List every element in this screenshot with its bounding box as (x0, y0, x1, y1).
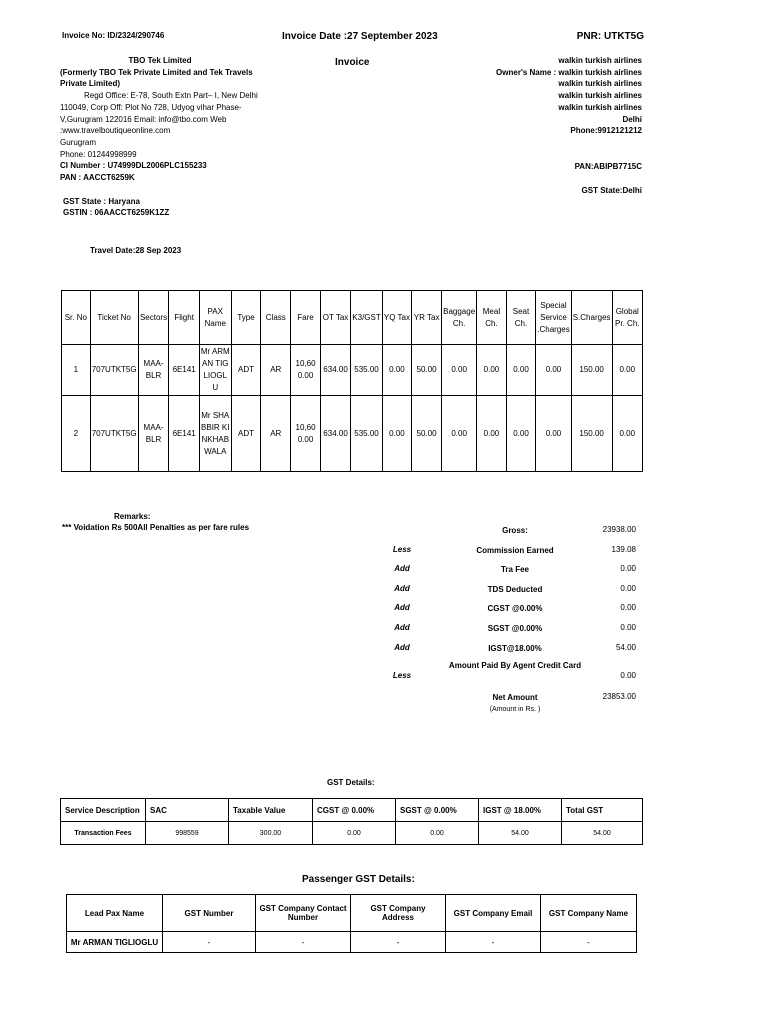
summary-note-row (390, 706, 640, 718)
pgst-col: GST Number (163, 895, 256, 932)
summary-label: CGST @0.00% (487, 604, 543, 614)
customer-block (382, 55, 642, 196)
col-meal: Meal Ch. (477, 291, 507, 345)
cell: 0.00 (442, 345, 477, 396)
col-yr-tax: YR Tax (412, 291, 442, 345)
summary-row (390, 564, 640, 584)
col-global-pr: Global Pr. Ch. (612, 291, 642, 345)
summary-op: Add (394, 603, 410, 613)
cell: ADT (231, 396, 261, 472)
invoice-header (62, 31, 644, 45)
summary-op: Add (394, 583, 410, 593)
cell: 0.00 (396, 822, 479, 845)
cell: 10,600.00 (291, 396, 321, 472)
company-city: Gurugram (60, 137, 97, 147)
summary-row (390, 623, 640, 643)
passenger-gst-header-row (67, 895, 637, 932)
cell: 6E141 (169, 396, 199, 472)
col-s-charges: S.Charges (571, 291, 612, 345)
cell: 0.00 (313, 822, 396, 845)
customer-city: Delhi (622, 114, 642, 124)
pgst-col: GST Company Contact Number (256, 895, 351, 932)
gst-col: Taxable Value (229, 799, 313, 822)
table-row (61, 822, 643, 845)
cell: 0.00 (612, 345, 642, 396)
cell: 0.00 (382, 396, 411, 472)
company-address: Regd Office: E-78, South Extn Part– I, New Delhi 110049, Corp Off: Plot No 728, Udyog vihar Phase-V,Gurugram 122016 Email: info@tbo.com Web :www.travelboutiqueonline.com (60, 91, 258, 136)
col-seat: Seat Ch. (506, 291, 536, 345)
summary-label: Net Amount (492, 693, 538, 703)
col-yq-tax: YQ Tax (382, 291, 411, 345)
cell: AR (261, 345, 291, 396)
summary-value: 0.00 (620, 564, 636, 574)
gst-col: Total GST (562, 799, 643, 822)
cell: 634.00 (320, 345, 351, 396)
cell: 50.00 (412, 396, 442, 472)
summary-row (390, 545, 640, 565)
summary-value: 0.00 (620, 603, 636, 613)
customer-line-3: walkin turkish airlines (558, 79, 642, 89)
pgst-col: GST Company Address (351, 895, 446, 932)
summary-label: Amount Paid By Agent Credit Card (448, 661, 582, 671)
passenger-gst-table (66, 894, 637, 953)
gst-col: Service Description (61, 799, 146, 822)
cell: 0.00 (477, 345, 507, 396)
table-row (62, 345, 643, 396)
cell: 54.00 (479, 822, 562, 845)
company-name: TBO Tek Limited (128, 56, 192, 65)
cell: 707UTKT5G (90, 396, 138, 472)
summary-row (390, 692, 640, 706)
travel-date: Travel Date:28 Sep 2023 (90, 246, 182, 255)
cell: 0.00 (382, 345, 411, 396)
col-k3-gst: K3/GST (351, 291, 382, 345)
customer-line-4: walkin turkish airlines (558, 91, 642, 101)
summary-label: Tra Fee (500, 565, 529, 575)
company-ci-number: CI Number : U74999DL2006PLC155233 (60, 161, 207, 171)
summary-op: Less (392, 671, 412, 681)
summary-row (390, 525, 640, 545)
gst-col: IGST @ 18.00% (479, 799, 562, 822)
summary-label: Commission Earned (476, 545, 554, 555)
table-row (62, 396, 643, 472)
summary-value: 0.00 (620, 671, 636, 681)
gst-col: CGST @ 0.00% (313, 799, 396, 822)
remarks-text: *** Voidation Rs 500All Penalties as per fare rules (62, 523, 250, 532)
cell: 300.00 (229, 822, 313, 845)
cell: - (351, 932, 446, 953)
summary-op: Add (394, 564, 410, 574)
col-ticket-no: Ticket No (90, 291, 138, 345)
summary-value: 54.00 (615, 642, 636, 652)
cell: 535.00 (351, 345, 382, 396)
summary-value: 0.00 (620, 583, 636, 593)
summary-value: 139.08 (611, 544, 636, 554)
cell: Mr SHABBIR KINKHABWALA (199, 396, 231, 472)
summary-row (390, 603, 640, 623)
cell: 2 (62, 396, 91, 472)
summary-label: IGST@18.00% (488, 643, 542, 653)
company-phone: Phone: 01244998999 (60, 149, 137, 159)
gst-details-table (60, 798, 643, 845)
gst-details-title: GST Details: (327, 778, 375, 787)
pgst-col: GST Company Email (446, 895, 541, 932)
cell: 50.00 (412, 345, 442, 396)
summary-value: 0.00 (620, 622, 636, 632)
summary-op: Add (394, 642, 410, 652)
col-baggage: Baggage Ch. (442, 291, 477, 345)
customer-pan: PAN:ABIPB7715C (574, 161, 642, 171)
summary-op: Add (394, 622, 410, 632)
cell: ADT (231, 345, 261, 396)
summary-row (390, 584, 640, 604)
cell: 634.00 (320, 396, 351, 472)
pgst-col: GST Company Name (541, 895, 637, 932)
customer-gst-state: GST State:Delhi (581, 185, 642, 195)
invoice-date: Invoice Date :27 September 2023 (282, 31, 438, 42)
summary-row (390, 662, 640, 692)
summary-label: TDS Deducted (487, 584, 543, 594)
col-special-service: Special Service .Charges (536, 291, 571, 345)
cell: 6E141 (169, 345, 199, 396)
table-row (67, 932, 637, 953)
col-pax-name: PAX Name (199, 291, 231, 345)
gst-col: SGST @ 0.00% (396, 799, 479, 822)
cell: - (163, 932, 256, 953)
cell: 998559 (146, 822, 229, 845)
cell: - (541, 932, 637, 953)
fare-table (61, 290, 643, 472)
cell: Mr ARMAN TIGLIOGLU (199, 345, 231, 396)
col-sectors: Sectors (138, 291, 169, 345)
amount-note: (Amount in Rs. ) (489, 706, 541, 714)
pnr: PNR: UTKT5G (576, 31, 644, 42)
cell: - (256, 932, 351, 953)
col-type: Type (231, 291, 261, 345)
cell: 0.00 (477, 396, 507, 472)
fare-table-header (62, 291, 643, 345)
gst-col: SAC (146, 799, 229, 822)
cell: MAA-BLR (138, 396, 169, 472)
cell: 1 (62, 345, 91, 396)
invoice-title: Invoice (335, 57, 370, 68)
cell: 0.00 (536, 396, 571, 472)
cell: 0.00 (612, 396, 642, 472)
cell: 54.00 (562, 822, 643, 845)
col-class: Class (261, 291, 291, 345)
cell: 0.00 (442, 396, 477, 472)
summary-label: Gross: (502, 526, 528, 535)
summary-value: 23938.00 (602, 525, 636, 534)
cell: 150.00 (571, 345, 612, 396)
cell: 10,600.00 (291, 345, 321, 396)
amount-summary (390, 525, 640, 718)
gst-header-row (61, 799, 643, 822)
customer-owner: Owner's Name : walkin turkish airlines (496, 67, 642, 77)
summary-op: Less (392, 544, 412, 554)
cell: - (446, 932, 541, 953)
company-pan: PAN : AACCT6259K (60, 173, 135, 183)
cell: AR (261, 396, 291, 472)
col-fare: Fare (291, 291, 321, 345)
invoice-number: Invoice No: ID/2324/290746 (62, 31, 165, 40)
cell: 0.00 (536, 345, 571, 396)
cell: Transaction Fees (61, 822, 146, 845)
cell: 0.00 (506, 396, 536, 472)
cell: MAA-BLR (138, 345, 169, 396)
company-former-name: (Formerly TBO Tek Private Limited and Tek Travels Private Limited) (60, 67, 253, 89)
col-sr-no: Sr. No (62, 291, 91, 345)
cell: 150.00 (571, 396, 612, 472)
cell: 535.00 (351, 396, 382, 472)
company-gstin: GSTIN : 06AACCT6259K1ZZ (63, 208, 170, 218)
summary-value: 23853.00 (602, 692, 636, 702)
summary-label: SGST @0.00% (487, 623, 543, 633)
passenger-gst-title: Passenger GST Details: (302, 874, 415, 885)
company-block (60, 55, 260, 219)
cell: Mr ARMAN TIGLIOGLU (67, 932, 163, 953)
col-ot-tax: OT Tax (320, 291, 351, 345)
cell: 0.00 (506, 345, 536, 396)
customer-line-1: walkin turkish airlines (558, 56, 642, 65)
company-gst-state: GST State : Haryana (63, 196, 140, 206)
remarks-label: Remarks: (114, 512, 151, 521)
cell: 707UTKT5G (90, 345, 138, 396)
pgst-col: Lead Pax Name (67, 895, 163, 932)
customer-line-5: walkin turkish airlines (558, 102, 642, 112)
customer-phone: Phone:9912121212 (570, 126, 642, 136)
col-flight: Flight (169, 291, 199, 345)
